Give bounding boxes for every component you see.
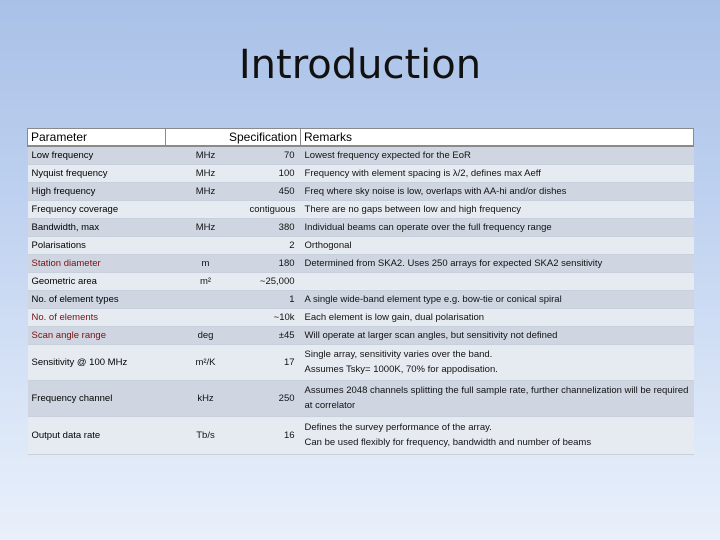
remark-line: Assumes Tsky= 1000K, 70% for appodisation. (304, 364, 498, 375)
unit-cell: MHz (166, 182, 246, 200)
remarks-cell (301, 272, 694, 290)
unit-cell (166, 200, 246, 218)
param-cell: Geometric area (28, 272, 166, 290)
table-row (28, 272, 694, 290)
remark-line: Freq where sky noise is low, overlaps with AA-hi and/or dishes (304, 185, 567, 197)
header-parameter: Parameter (28, 129, 166, 147)
table-row (28, 416, 694, 454)
slide-title: Introduction (238, 42, 482, 88)
remark-line: Each element is low gain, dual polarisation (304, 311, 485, 323)
table-row (28, 344, 694, 380)
param-cell: Bandwidth, max (28, 218, 166, 236)
table-body (28, 146, 694, 454)
remark-line: Determined from SKA2. Uses 250 arrays for expected SKA2 sensitivity (304, 257, 603, 269)
table-row (28, 236, 694, 254)
remarks-cell (301, 380, 694, 416)
param-cell: Sensitivity @ 100 MHz (28, 344, 166, 380)
remark-line: Will operate at larger scan angles, but sensitivity not defined (304, 329, 558, 341)
table-row (28, 146, 694, 164)
remark-line: A single wide-band element type e.g. bow-tie or conical spiral (304, 293, 562, 305)
remark-line: There are no gaps between low and high frequency (304, 203, 522, 215)
remark-line: Assumes 2048 channels splitting the full sample rate, further channelization will be required at correlator (304, 385, 689, 411)
table-row (28, 200, 694, 218)
unit-cell: deg (166, 326, 246, 344)
remarks-cell (301, 182, 694, 200)
unit-cell: m² (166, 272, 246, 290)
remark-line: Frequency with element spacing is λ/2, defines max Aeff (304, 167, 541, 179)
remarks-cell (301, 326, 694, 344)
table-row (28, 308, 694, 326)
header-specification: Specification (166, 129, 301, 147)
unit-cell: MHz (166, 218, 246, 236)
remark-line: Can be used flexibly for frequency, bandwidth and number of beams (304, 437, 592, 448)
unit-cell: MHz (166, 164, 246, 182)
remark-line: Defines the survey performance of the array. (304, 422, 492, 433)
param-cell: Scan angle range (28, 326, 166, 344)
header-remarks: Remarks (301, 129, 694, 147)
remarks-cell (301, 146, 694, 164)
value-cell: 250 (246, 380, 301, 416)
param-cell: Nyquist frequency (28, 164, 166, 182)
remarks-cell (301, 308, 694, 326)
unit-cell: MHz (166, 146, 246, 164)
unit-cell: m²/K (166, 344, 246, 380)
remark-line: Orthogonal (304, 239, 352, 251)
remarks-cell (301, 416, 694, 454)
value-cell: 70 (246, 146, 301, 164)
value-cell: 180 (246, 254, 301, 272)
value-cell: 16 (246, 416, 301, 454)
table-row (28, 218, 694, 236)
value-cell: 2 (246, 236, 301, 254)
specification-table (27, 128, 694, 455)
param-cell: No. of element types (28, 290, 166, 308)
unit-cell: kHz (166, 380, 246, 416)
remarks-cell (301, 200, 694, 218)
unit-cell (166, 308, 246, 326)
param-cell: No. of elements (28, 308, 166, 326)
value-cell: 380 (246, 218, 301, 236)
value-cell: 450 (246, 182, 301, 200)
table-row (28, 380, 694, 416)
remarks-cell (301, 290, 694, 308)
param-cell: Low frequency (28, 146, 166, 164)
remarks-cell (301, 344, 694, 380)
table-header-row (28, 129, 694, 147)
value-cell: 100 (246, 164, 301, 182)
unit-cell (166, 290, 246, 308)
param-cell: Output data rate (28, 416, 166, 454)
unit-cell (166, 236, 246, 254)
remarks-cell (301, 164, 694, 182)
table-row (28, 164, 694, 182)
value-cell: contiguous (246, 200, 301, 218)
param-cell: Frequency channel (28, 380, 166, 416)
unit-cell: Tb/s (166, 416, 246, 454)
value-cell: 1 (246, 290, 301, 308)
param-cell: High frequency (28, 182, 166, 200)
value-cell: ~10k (246, 308, 301, 326)
value-cell: ±45 (246, 326, 301, 344)
remark-line: Individual beams can operate over the full frequency range (304, 221, 552, 233)
table-row (28, 326, 694, 344)
remark-line: Single array, sensitivity varies over the band. (304, 349, 493, 360)
param-cell: Frequency coverage (28, 200, 166, 218)
remark-line: Lowest frequency expected for the EoR (304, 149, 471, 161)
value-cell: 17 (246, 344, 301, 380)
table-row (28, 254, 694, 272)
remarks-cell (301, 218, 694, 236)
value-cell: ~25,000 (246, 272, 301, 290)
param-cell: Station diameter (28, 254, 166, 272)
remarks-cell (301, 254, 694, 272)
remarks-cell (301, 236, 694, 254)
unit-cell: m (166, 254, 246, 272)
param-cell: Polarisations (28, 236, 166, 254)
table-row (28, 182, 694, 200)
table-row (28, 290, 694, 308)
